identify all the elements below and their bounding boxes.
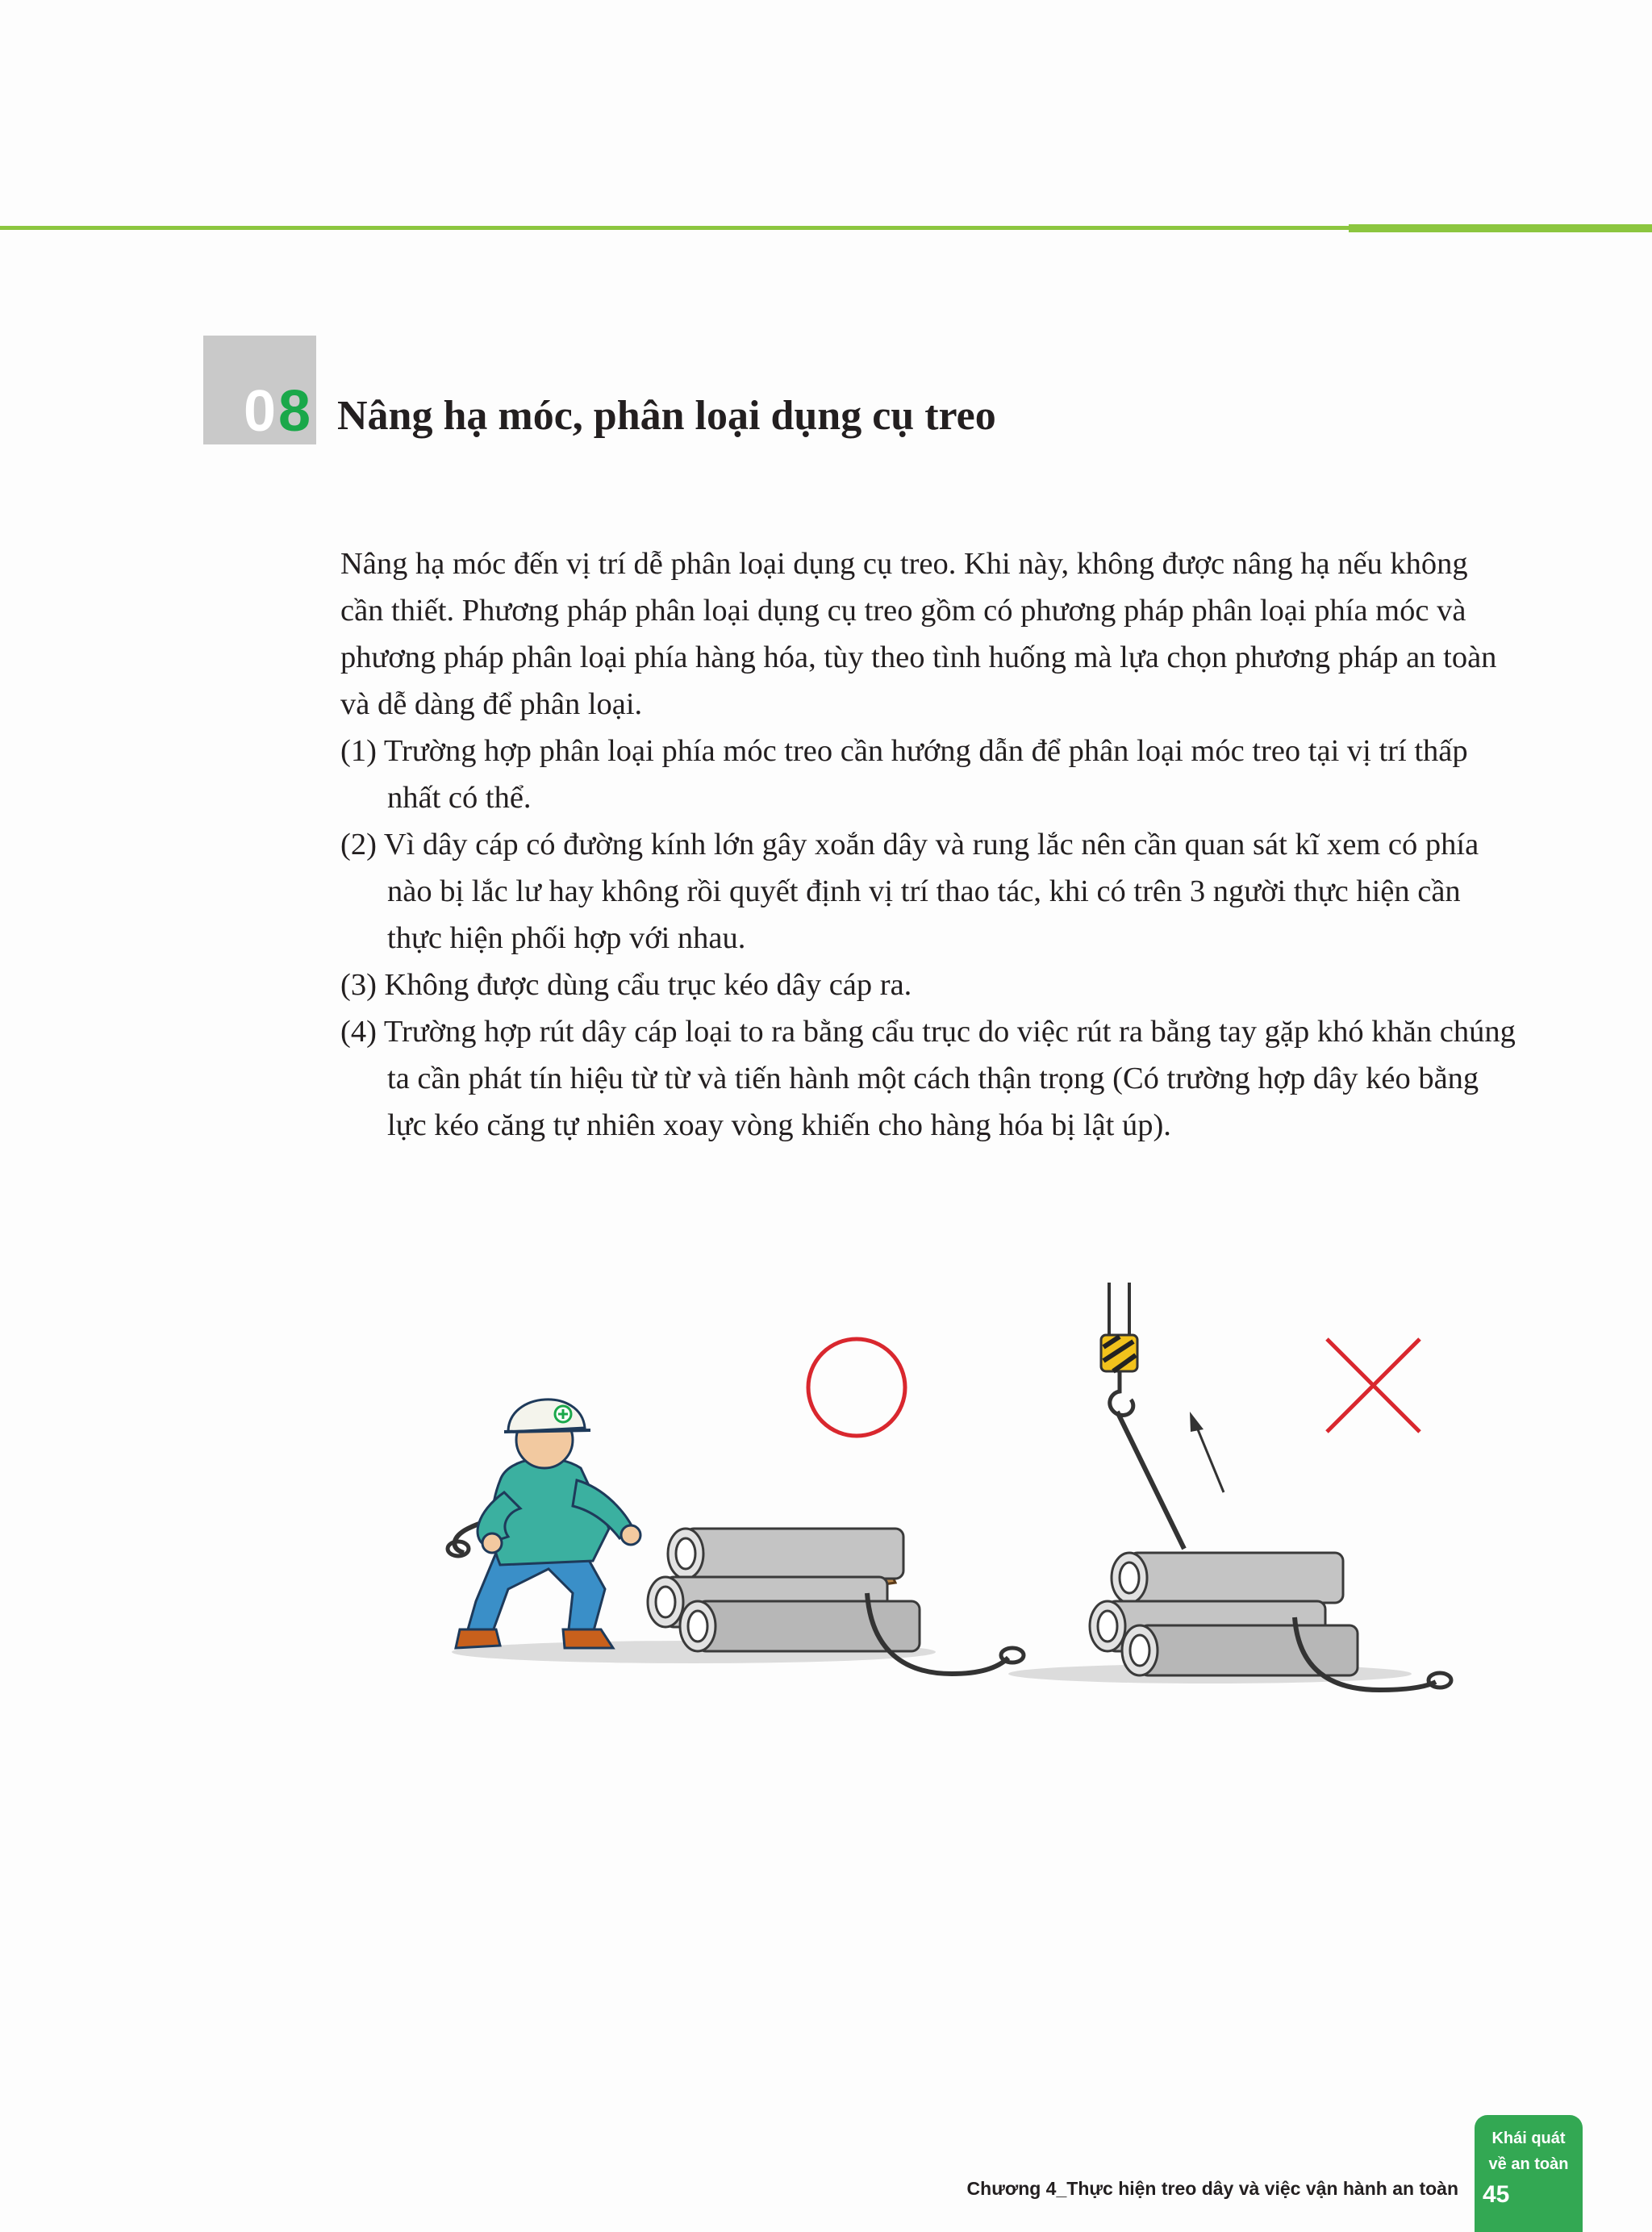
worker-figure — [456, 1400, 640, 1648]
body-text — [340, 540, 1518, 1149]
header-rule-accent — [1349, 224, 1652, 232]
crane-hook-icon — [1101, 1283, 1137, 1415]
section-title: Nâng hạ móc, phân loại dụng cụ treo — [337, 393, 996, 439]
tab-label-line2: về an toàn — [1488, 2155, 1569, 2173]
chapter-tab — [1475, 2115, 1583, 2232]
tab-label-line1: Khái quát — [1491, 2130, 1566, 2147]
footer-chapter-title: Chương 4_Thực hiện treo dây và việc vận hành an toàn — [966, 2178, 1458, 2199]
section-number-second-digit: 8 — [278, 379, 311, 444]
page-number: 45 — [1483, 2181, 1510, 2208]
intro-paragraph: Nâng hạ móc đến vị trí dễ phân loại dụng cụ treo. Khi này, không được nâng hạ nếu không cần thiết. Phương pháp phân loại dụng cụ treo gồm có phương pháp phân loại phía móc và phương pháp phân loại phía hàng hóa, tùy theo tình huống mà lựa chọn phương pháp an toàn và dễ dàng để phân loại. — [340, 547, 1497, 721]
left-scene — [448, 1339, 1024, 1674]
correct-mark-icon — [808, 1339, 905, 1436]
list-item-1: (1) Trường hợp phân loại phía móc treo cần hướng dẫn để phân loại móc treo tại vị trí thấp nhất có thể. — [340, 734, 1468, 815]
right-pipes — [1090, 1553, 1358, 1675]
illustration — [419, 1270, 1460, 1722]
right-scene — [1008, 1283, 1451, 1690]
section-number-first-digit: 0 — [244, 379, 277, 444]
list-item-4: (4) Trường hợp rút dây cáp loại to ra bằng cẩu trục do việc rút ra bằng tay gặp khó khăn chúng ta cần phát tín hiệu từ từ và tiến hành một cách thận trọng (Có trường hợp dây kéo bằng lực kéo căng tự nhiên xoay vòng khiến cho hàng hóa bị lật úp). — [340, 1015, 1516, 1142]
list-item-2: (2) Vì dây cáp có đường kính lớn gây xoắn dây và rung lắc nên cần quan sát kĩ xem có phía nào bị lắc lư hay không rồi quyết định vị trí thao tác, khi có trên 3 người thực hiện cần thực hiện phối hợp với nhau. — [340, 828, 1479, 955]
wrong-mark-icon — [1327, 1339, 1420, 1432]
pull-direction-arrow-icon — [1190, 1412, 1224, 1492]
section-number-box — [203, 336, 316, 444]
list-item-3: (3) Không được dùng cẩu trục kéo dây cáp ra. — [340, 968, 912, 1002]
